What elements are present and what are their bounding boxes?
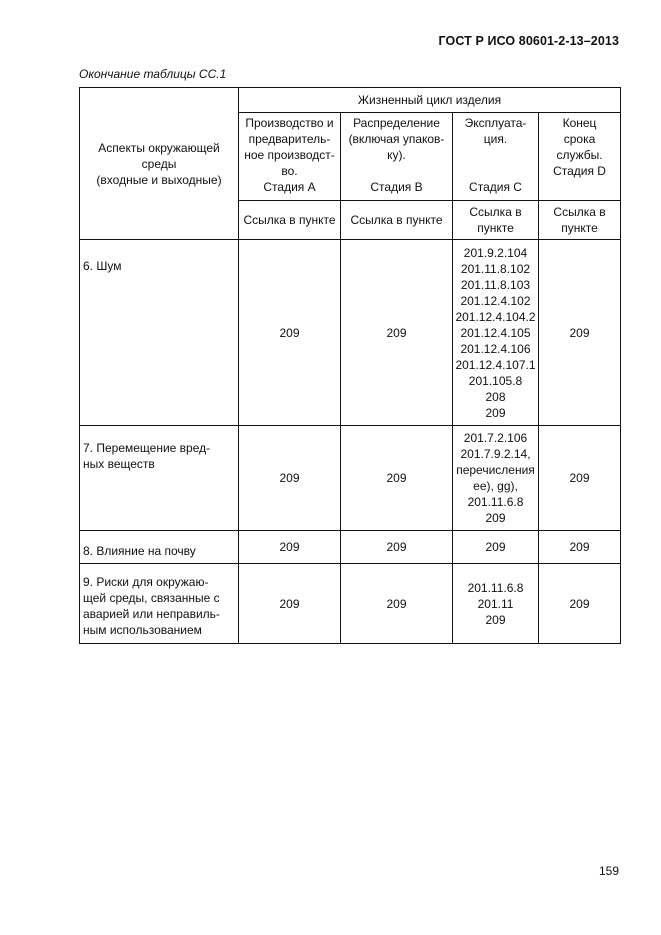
aspect-noise: 6. Шум xyxy=(80,240,239,426)
ref-label-c: Ссылка в пункте xyxy=(453,201,539,240)
lifecycle-header: Жизненный цикл изделия xyxy=(239,88,621,113)
column-title-b: Распределение (включая упаков- ку). xyxy=(348,116,445,162)
ref-item: 201.12.4.104.2 xyxy=(455,309,536,324)
stage-d-ref: 209 xyxy=(539,426,621,531)
column-stage-d: Стадия D xyxy=(553,164,606,178)
ref-item: перечисления xyxy=(456,463,535,477)
ref-item: 201.12.4.107.1 xyxy=(455,357,536,372)
ref-item: 201.7.2.106 xyxy=(463,431,528,445)
column-stage-a: Стадия A xyxy=(263,180,316,194)
column-header-d xyxy=(539,113,621,201)
stage-b-ref: 209 xyxy=(341,240,453,426)
stage-c-refs xyxy=(453,564,539,644)
aspects-header: Аспекты окружающей среды (входные и выходные) xyxy=(80,88,239,240)
ref-label-d: Ссылка в пункте xyxy=(539,201,621,240)
stage-d-ref: 209 xyxy=(539,564,621,644)
table-row xyxy=(80,240,621,426)
aspect-soil: 8. Влияние на почву xyxy=(80,531,239,564)
ref-item: 209 xyxy=(485,405,506,420)
column-stage-b: Стадия B xyxy=(370,180,423,194)
stage-d-ref: 209 xyxy=(539,240,621,426)
column-stage-c: Стадия C xyxy=(469,180,522,194)
stage-c-refs xyxy=(453,531,539,564)
ref-item: 201.9.2.104 xyxy=(463,245,528,260)
stage-d-ref: 209 xyxy=(539,531,621,564)
ref-item: 209 xyxy=(485,612,506,627)
column-title-a: Производство и предваритель- ное производст- во. xyxy=(244,116,335,178)
ref-item: 201.7.9.2.14, xyxy=(460,447,531,461)
stage-a-ref: 209 xyxy=(239,531,341,564)
lifecycle-table xyxy=(79,87,621,644)
stage-c-refs xyxy=(453,426,539,531)
column-title-c: Эксплуата- ция. xyxy=(464,116,527,146)
ref-item: 201.11.6.8 xyxy=(467,495,524,509)
ref-label-b: Ссылка в пункте xyxy=(341,201,453,240)
aspect-accident-risks: 9. Риски для окружаю- щей среды, связанные с аварией или неправиль- ным использованием xyxy=(80,564,239,644)
ref-item: 201.11.8.102 xyxy=(460,261,531,276)
table-caption: Окончание таблицы СС.1 xyxy=(79,67,227,81)
ref-item: 201.11 xyxy=(477,596,514,611)
stage-b-ref: 209 xyxy=(341,531,453,564)
column-title-d: Конец срока службы. xyxy=(556,116,603,162)
ref-item: ее), gg), xyxy=(473,479,518,493)
stage-b-ref: 209 xyxy=(341,564,453,644)
ref-item: 208 xyxy=(485,389,506,404)
page-number: 159 xyxy=(598,864,619,878)
column-header-a xyxy=(239,113,341,201)
document-header: ГОСТ Р ИСО 80601-2-13–2013 xyxy=(438,34,619,48)
ref-item: 201.12.4.106 xyxy=(460,341,531,356)
ref-label-a: Ссылка в пункте xyxy=(239,201,341,240)
table-row xyxy=(80,564,621,644)
ref-item: 209 xyxy=(485,511,506,525)
column-header-c xyxy=(453,113,539,201)
aspect-harmful-substances: 7. Перемещение вред- ных веществ xyxy=(80,426,239,531)
table-row xyxy=(80,531,621,564)
column-header-b xyxy=(341,113,453,201)
ref-item: 209 xyxy=(485,540,506,554)
table-row xyxy=(80,426,621,531)
stage-a-ref: 209 xyxy=(239,564,341,644)
ref-item: 201.12.4.102 xyxy=(460,293,531,308)
table-header-row xyxy=(80,88,621,113)
ref-item: 201.11.8.103 xyxy=(460,277,531,292)
stage-c-refs xyxy=(453,240,539,426)
ref-item: 201.105.8 xyxy=(468,373,523,388)
stage-a-ref: 209 xyxy=(239,426,341,531)
stage-b-ref: 209 xyxy=(341,426,453,531)
stage-a-ref: 209 xyxy=(239,240,341,426)
ref-item: 201.12.4.105 xyxy=(460,325,531,340)
ref-item: 201.11.6.8 xyxy=(467,580,524,595)
